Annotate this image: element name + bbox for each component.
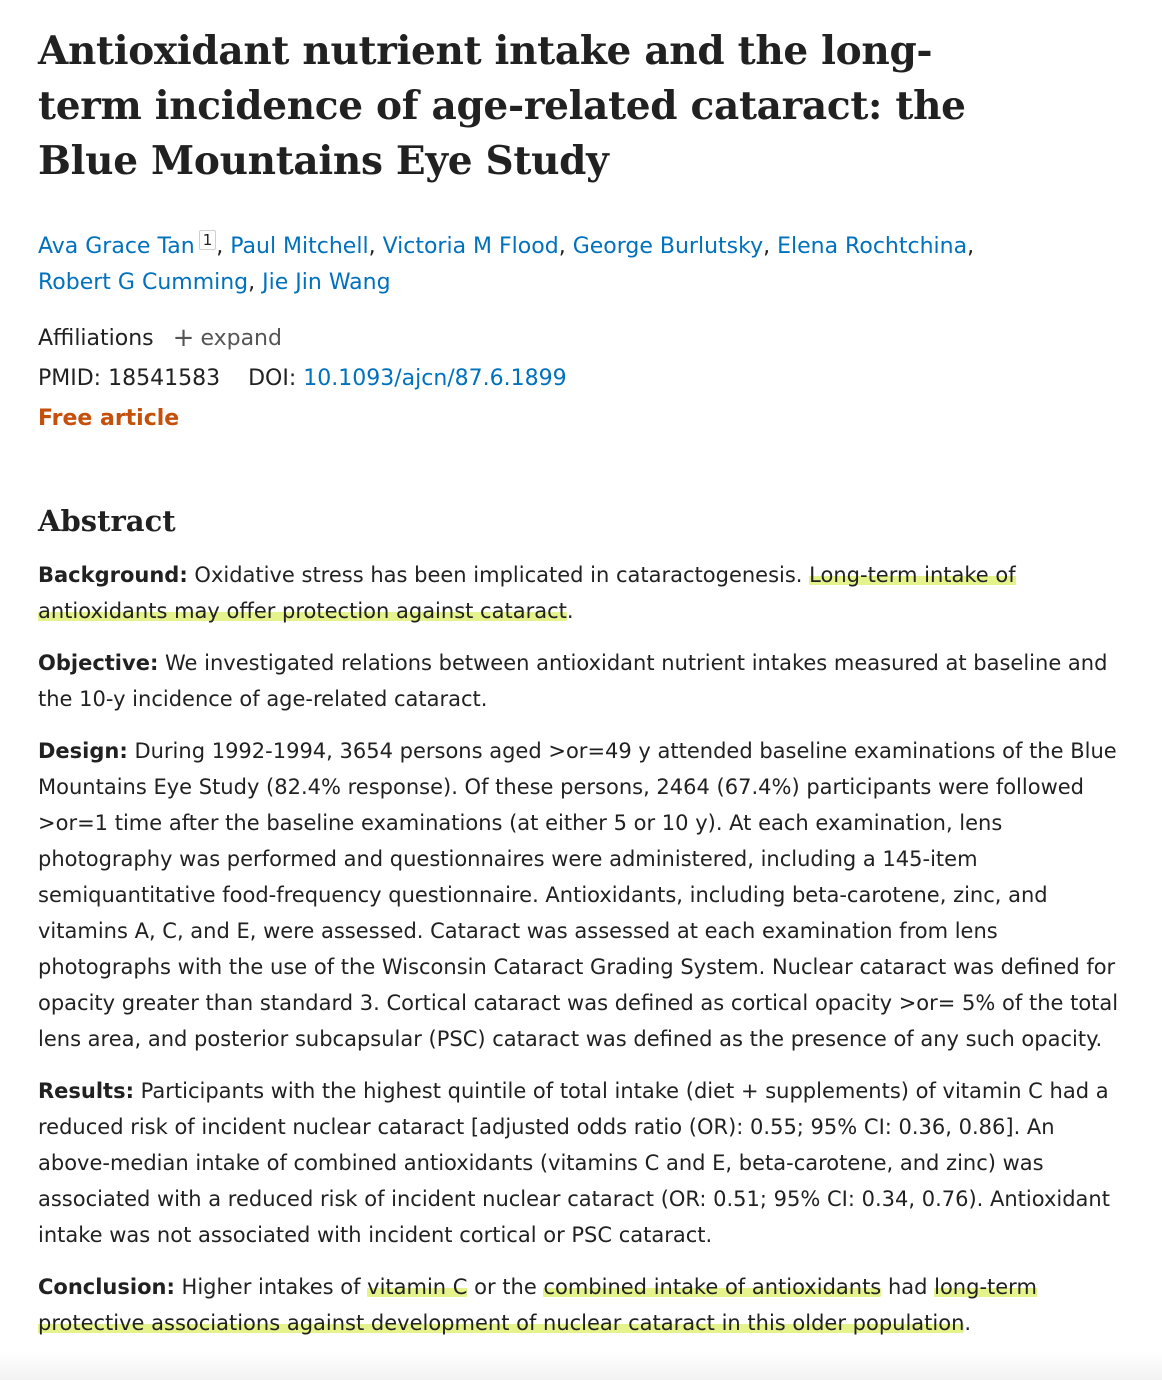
- identifiers-row: [38, 359, 1128, 399]
- highlighted-text: long-term protective associations against development of nuclear cataract in this older population: [38, 1275, 1037, 1335]
- affiliations-row: [38, 317, 1128, 359]
- author-link[interactable]: Ava Grace Tan: [38, 234, 195, 259]
- author-link[interactable]: Paul Mitchell: [230, 234, 369, 259]
- affiliation-marker[interactable]: 1: [199, 230, 217, 250]
- abstract-results: [38, 1073, 1128, 1253]
- conclusion-label: Conclusion:: [38, 1275, 175, 1299]
- affiliations-label: Affiliations: [38, 326, 154, 351]
- conclusion-text: or the: [467, 1275, 544, 1299]
- results-label: Results:: [38, 1079, 134, 1103]
- author-link[interactable]: Jie Jin Wang: [262, 270, 391, 295]
- highlighted-text: combined intake of antioxidants: [543, 1275, 882, 1299]
- background-text: Oxidative stress has been implicated in cataractogenesis.: [187, 563, 810, 587]
- expand-affiliations-button[interactable]: [172, 323, 282, 353]
- article-title: Antioxidant nutrient intake and the long-term incidence of age-related cataract: the Blue Mountains Eye Study: [38, 28, 966, 184]
- plus-icon: +: [172, 323, 195, 353]
- background-label: Background:: [38, 563, 188, 587]
- abstract-design: [38, 733, 1128, 1057]
- conclusion-text: had: [881, 1275, 935, 1299]
- bottom-fade: [0, 1352, 1162, 1380]
- background-text-end: .: [566, 599, 574, 623]
- abstract-background: [38, 557, 1128, 629]
- design-label: Design:: [38, 739, 128, 763]
- expand-label: expand: [200, 326, 282, 351]
- author-link[interactable]: Robert G Cumming: [38, 270, 249, 295]
- abstract-conclusion: [38, 1269, 1128, 1341]
- free-article-badge[interactable]: Free article: [38, 406, 180, 431]
- objective-label: Objective:: [38, 651, 159, 675]
- abstract-heading: Abstract: [38, 504, 176, 538]
- design-text: During 1992-1994, 3654 persons aged >or=49 y attended baseline examinations of the Blue Mountains Eye Study (82.4% response). Of these persons, 2464 (67.4%) participants were followed >or=1 time after the baseline examinations (at either 5 or 10 y). At each examination, lens photography was performed and questionnaires were administered, including a 145-item semiquantitative food-frequency questionnaire. Antioxidants, including beta-carotene, zinc, and vitamins A, C, and E, were assessed. Cataract was assessed at each examination from lens photographs with the use of the Wisconsin Cataract Grading System. Nuclear cataract was defined for opacity greater than standard 3. Cortical cataract was defined as cortical opacity >or= 5% of the total lens area, and posterior subcapsular (PSC) cataract was defined as the presence of any such opacity.: [38, 739, 1119, 1051]
- conclusion-text: Higher intakes of: [174, 1275, 368, 1299]
- abstract-objective: [38, 645, 1128, 717]
- author-link[interactable]: George Burlutsky: [572, 234, 764, 259]
- author-link[interactable]: Victoria M Flood: [382, 234, 559, 259]
- doi-label: DOI:: [248, 366, 297, 391]
- highlighted-text: Long-term intake of antioxidants may offer protection against cataract: [38, 563, 1016, 623]
- pmid-value: 18541583: [108, 366, 221, 391]
- author-link[interactable]: Elena Rochtchina: [777, 234, 968, 259]
- pmid-label: PMID:: [38, 366, 102, 391]
- objective-text: We investigated relations between antioxidant nutrient intakes measured at baseline and the 10-y incidence of age-related cataract.: [38, 651, 1108, 711]
- article-page: [38, 24, 1128, 1341]
- highlighted-text: vitamin C: [367, 1275, 468, 1299]
- doi-link[interactable]: 10.1093/ajcn/87.6.1899: [303, 366, 567, 391]
- results-text: Participants with the highest quintile of total intake (diet + supplements) of vitamin C had a reduced risk of incident nuclear cataract [adjusted odds ratio (OR): 0.55; 95% CI: 0.36, 0.86]. An above-median intake of combined antioxidants (vitamins C and E, beta-carotene, and zinc) was associated with a reduced risk of incident nuclear cataract (OR: 0.51; 95% CI: 0.34, 0.76). Antioxidant intake was not associated with incident cortical or PSC cataract.: [38, 1079, 1110, 1247]
- conclusion-text-end: .: [964, 1311, 972, 1335]
- author-list: Ava Grace Tan $^1$ , Paul Mitchell, Victoria M Flood, George Burlutsky, Elena Rochtchina, Robert G Cumming, Jie Jin Wang: [38, 230, 975, 295]
